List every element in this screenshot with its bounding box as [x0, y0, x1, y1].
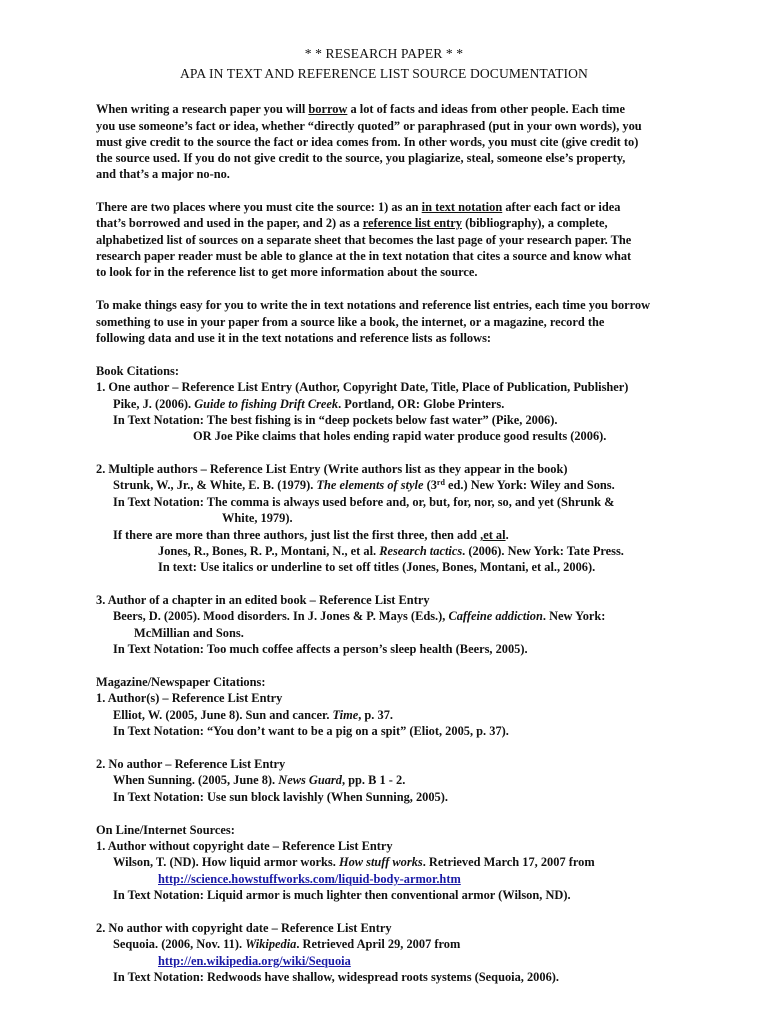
- pike-reference: Pike, J. (2006). Guide to fishing Drift Creek. Portland, OR: Globe Printers.: [113, 397, 505, 411]
- wilson-reference: Wilson, T. (ND). How liquid armor works. How stuff works. Retrieved March 17, 2007 from: [113, 855, 595, 869]
- beers-reference-cont: McMillian and Sons.: [134, 626, 244, 640]
- beers-reference: Beers, D. (2005). Mood disorders. In J. Jones & P. Mays (Eds.), Caffeine addiction. New York:: [113, 609, 606, 623]
- para3-line3: following data and use it in the text notations and reference lists as follows:: [96, 331, 492, 345]
- elliot-reference: Elliot, W. (2005, June 8). Sun and cancer. Time, p. 37.: [113, 708, 393, 722]
- online-with-date-heading: 2. No author with copyright date – Reference List Entry: [96, 921, 392, 935]
- more-than-three-authors: If there are more than three authors, just list the first three, then add ,et al.: [113, 528, 509, 542]
- when-sunning-in-text-notation: In Text Notation: Use sun block lavishly (When Sunning, 2005).: [113, 790, 448, 804]
- sequoia-reference: Sequoia. (2006, Nov. 11). Wikipedia. Retrieved April 29, 2007 from: [113, 937, 461, 951]
- reference-list-entry-underlined: reference list entry: [362, 216, 462, 230]
- title-research-paper: * * RESEARCH PAPER * *: [304, 46, 464, 61]
- title-apa-documentation: APA IN TEXT AND REFERENCE LIST SOURCE DOCUMENTATION: [180, 66, 588, 81]
- para2-line1: There are two places where you must cite the source: 1) as an in text notation after each fact or idea: [96, 200, 621, 214]
- jones-in-text: In text: Use italics or underline to set off titles (Jones, Bones, Montani, et al., 2006).: [158, 560, 596, 574]
- jones-reference: Jones, R., Bones, R. P., Montani, N., et al. Research tactics. (2006). New York: Tate Press.: [158, 544, 624, 558]
- one-author-heading: 1. One author – Reference List Entry (Author, Copyright Date, Title, Place of Publication, Publisher): [96, 380, 629, 394]
- pike-in-text-notation: In Text Notation: The best fishing is in “deep pockets below fast water” (Pike, 2006).: [113, 413, 558, 427]
- book-citations-heading: Book Citations:: [96, 364, 179, 378]
- strunk-reference: Strunk, W., Jr., & White, E. B. (1979). The elements of style (3rd ed.) New York: Wiley and Sons.: [113, 478, 615, 492]
- para1-line1: When writing a research paper you will borrow a lot of facts and ideas from other people. Each time: [96, 102, 626, 116]
- howstuffworks-link[interactable]: http://science.howstuffworks.com/liquid-body-armor.htm: [158, 872, 461, 886]
- online-no-date-heading: 1. Author without copyright date – Reference List Entry: [96, 839, 393, 853]
- magazine-authors-heading: 1. Author(s) – Reference List Entry: [96, 691, 283, 705]
- para1-line5: and that’s a major no-no.: [96, 167, 230, 181]
- strunk-in-text-notation-cont: White, 1979).: [222, 511, 293, 525]
- sequoia-in-text-notation: In Text Notation: Redwoods have shallow, widespread roots systems (Sequoia, 2006).: [113, 970, 559, 984]
- beers-in-text-notation: In Text Notation: Too much coffee affects a person’s sleep health (Beers, 2005).: [113, 642, 528, 656]
- wilson-in-text-notation: In Text Notation: Liquid armor is much lighter then conventional armor (Wilson, ND).: [113, 888, 571, 902]
- borrow-underlined: borrow: [308, 102, 348, 116]
- magazine-citations-heading: Magazine/Newspaper Citations:: [96, 675, 266, 689]
- elliot-in-text-notation: In Text Notation: “You don’t want to be a pig on a spit” (Eliot, 2005, p. 37).: [113, 724, 509, 738]
- para2-line4: research paper reader must be able to glance at the in text notation that cites a source and know what: [96, 249, 632, 263]
- para2-line3: alphabetized list of sources on a separate sheet that becomes the last page of your research paper. The: [96, 233, 632, 247]
- para2-line5: to look for in the reference list to get more information about the source.: [96, 265, 478, 279]
- para1-line3: must give credit to the source the fact or idea comes from. In other words, you must cite (give credit to): [96, 135, 639, 149]
- in-text-notation-underlined: in text notation: [421, 200, 503, 214]
- when-sunning-reference: When Sunning. (2005, June 8). News Guard, pp. B 1 - 2.: [113, 773, 406, 787]
- para3-line1: To make things easy for you to write the in text notations and reference list entries, each time you borrow: [96, 298, 651, 312]
- strunk-in-text-notation: In Text Notation: The comma is always used before and, or, but, for, nor, so, and yet (Shrunk &: [113, 495, 615, 509]
- para1-line4: the source used. If you do not give credit to the source, you plagiarize, steal, someone else’s property,: [96, 151, 626, 165]
- magazine-no-author-heading: 2. No author – Reference List Entry: [96, 757, 286, 771]
- para3-line2: something to use in your paper from a source like a book, the internet, or a magazine, record the: [96, 315, 605, 329]
- wikipedia-sequoia-link[interactable]: http://en.wikipedia.org/wiki/Sequoia: [158, 954, 351, 968]
- online-sources-heading: On Line/Internet Sources:: [96, 823, 235, 837]
- chapter-author-heading: 3. Author of a chapter in an edited book – Reference List Entry: [96, 593, 430, 607]
- para1-line2: you use someone’s fact or idea, whether “directly quoted” or paraphrased (put in your own words), you: [96, 119, 642, 133]
- multiple-authors-heading: 2. Multiple authors – Reference List Entry (Write authors list as they appear in the book): [96, 462, 568, 476]
- para2-line2: that’s borrowed and used in the paper, and 2) as a reference list entry (bibliography), a complete,: [96, 216, 608, 230]
- pike-or-notation: OR Joe Pike claims that holes ending rapid water produce good results (2006).: [193, 429, 607, 443]
